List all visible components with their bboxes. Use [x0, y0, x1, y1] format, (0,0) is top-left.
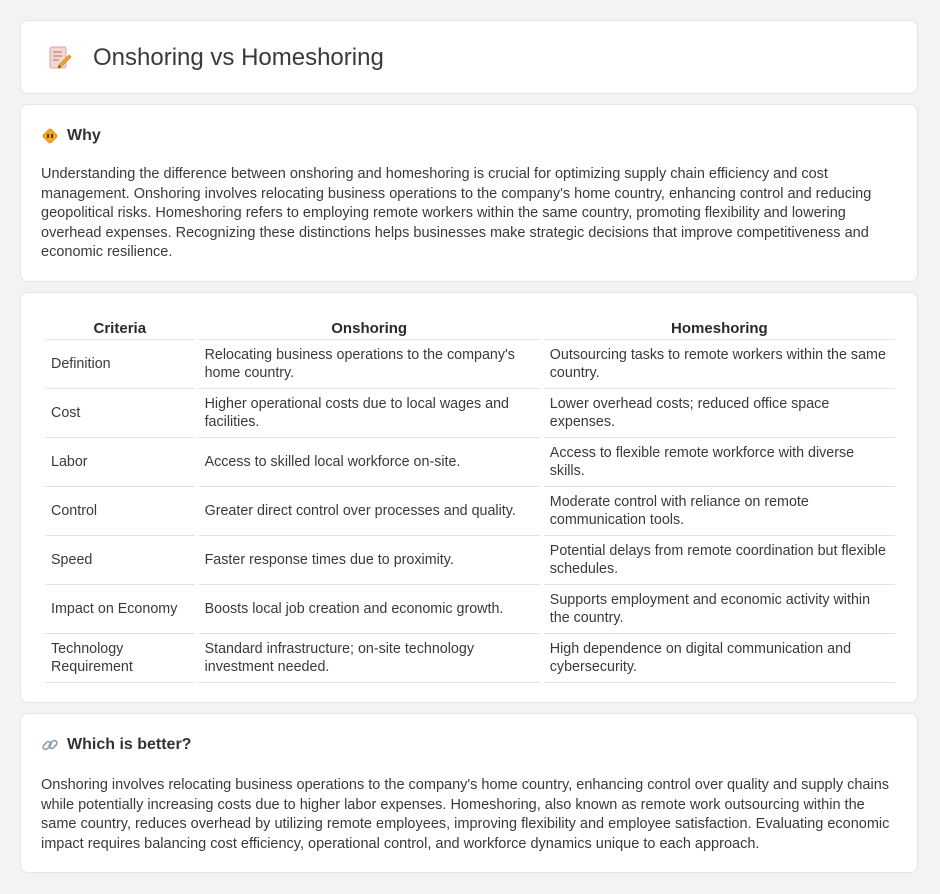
table-row	[45, 339, 895, 388]
header-card	[20, 20, 918, 94]
criteria-cell: Labor	[45, 437, 195, 486]
page-title: Onshoring vs Homeshoring	[93, 44, 384, 71]
homeshoring-cell: High dependence on digital communication and cybersecurity.	[544, 633, 895, 683]
homeshoring-cell: Potential delays from remote coordination but flexible schedules.	[544, 535, 895, 584]
onshoring-cell: Higher operational costs due to local wages and facilities.	[199, 388, 540, 437]
criteria-cell: Definition	[45, 339, 195, 388]
column-header: Homeshoring	[671, 319, 768, 337]
column-header: Onshoring	[331, 319, 408, 337]
homeshoring-cell: Moderate control with reliance on remote communication tools.	[544, 486, 895, 535]
table-row	[45, 633, 895, 683]
table-row	[45, 535, 895, 584]
homeshoring-cell: Lower overhead costs; reduced office space expenses.	[544, 388, 895, 437]
criteria-cell: Impact on Economy	[45, 584, 195, 633]
homeshoring-cell: Supports employment and economic activity within the country.	[544, 584, 895, 633]
onshoring-cell: Relocating business operations to the company's home country.	[199, 339, 540, 388]
criteria-cell: Speed	[45, 535, 195, 584]
why-text: Understanding the difference between onshoring and homeshoring is crucial for optimizing supply chain efficiency and cost management. Onshoring involves relocating business operations to the company's home country, enhancing control and reducing geopolitical risks. Homeshoring refers to employing remote workers within the same country, promoting flexibility and lowering overhead expenses. Recognizing these distinctions helps businesses make strategic decisions that improve competitiveness and economic resilience.	[41, 166, 872, 261]
why-section	[20, 104, 918, 282]
link-icon	[41, 736, 59, 754]
document-pencil-icon	[47, 45, 73, 71]
better-heading: Which is better?	[67, 736, 192, 753]
diamond-warning-icon	[41, 127, 59, 145]
better-text: Onshoring involves relocating business operations to the company's home country, enhancing control over quality and supply chains while potentially increasing costs due to higher labor expenses. Homeshoring, also known as remote work outsourcing within the same country, reduces overhead by utilizing remote employees, improving flexibility and employee satisfaction. Evaluating economic impact requires balancing cost efficiency, operational control, and workforce dynamics unique to each approach.	[41, 777, 890, 852]
table-header-row	[45, 317, 895, 339]
why-heading-row	[41, 127, 101, 145]
criteria-cell: Control	[45, 486, 195, 535]
onshoring-cell: Standard infrastructure; on-site technology investment needed.	[199, 633, 540, 683]
better-heading-row	[41, 736, 191, 754]
onshoring-cell: Faster response times due to proximity.	[199, 535, 540, 584]
onshoring-cell: Access to skilled local workforce on-site.	[199, 437, 540, 486]
homeshoring-cell: Outsourcing tasks to remote workers within the same country.	[544, 339, 895, 388]
table-row	[45, 437, 895, 486]
onshoring-cell: Boosts local job creation and economic growth.	[199, 584, 540, 633]
onshoring-cell: Greater direct control over processes and quality.	[199, 486, 540, 535]
comparison-section	[20, 292, 918, 703]
criteria-cell: Technology Requirement	[45, 633, 195, 683]
table-row	[45, 388, 895, 437]
table-row	[45, 584, 895, 633]
column-header: Criteria	[93, 319, 147, 337]
homeshoring-cell: Access to flexible remote workforce with diverse skills.	[544, 437, 895, 486]
which-better-section	[20, 713, 918, 873]
why-heading: Why	[67, 127, 101, 144]
comparison-table	[41, 317, 899, 683]
table-row	[45, 486, 895, 535]
criteria-cell: Cost	[45, 388, 195, 437]
